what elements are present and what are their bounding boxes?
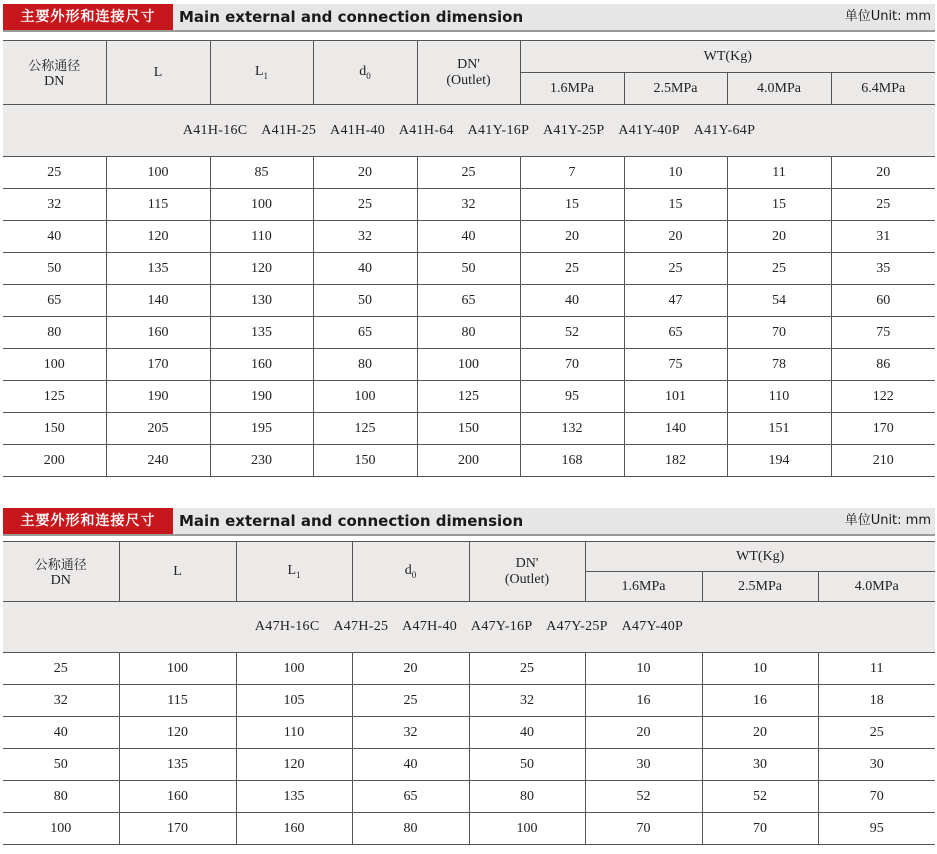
header-dn-outlet: DN' (Outlet) xyxy=(417,41,520,105)
table-cell: 20 xyxy=(313,157,417,189)
table-cell: 150 xyxy=(3,413,106,445)
dimension-section-1 xyxy=(3,4,935,477)
table-cell: 30 xyxy=(702,749,818,781)
table-cell: 31 xyxy=(831,221,935,253)
table-cell: 95 xyxy=(818,813,935,845)
table-row xyxy=(3,445,935,477)
table-cell: 32 xyxy=(352,717,469,749)
header-dn-cn: 公称通径 xyxy=(34,558,87,573)
model-code: A47H-40 xyxy=(402,619,458,634)
table-cell: 122 xyxy=(831,381,935,413)
header-wt: WT(Kg) xyxy=(520,41,935,73)
header-pressure: 6.4MPa xyxy=(831,73,935,105)
table-cell: 200 xyxy=(417,445,520,477)
model-code: A41Y-25P xyxy=(542,122,605,138)
table-cell: 130 xyxy=(210,285,313,317)
table-cell: 18 xyxy=(818,685,935,717)
table-cell: 182 xyxy=(624,445,727,477)
table-cell: 20 xyxy=(585,717,702,749)
table-cell: 160 xyxy=(119,781,236,813)
table-cell: 80 xyxy=(3,317,106,349)
table-cell: 20 xyxy=(831,157,935,189)
table-cell: 151 xyxy=(727,413,831,445)
table-cell: 75 xyxy=(831,317,935,349)
model-code: A47Y-16P xyxy=(470,619,533,634)
table-row xyxy=(3,221,935,253)
table-cell: 65 xyxy=(624,317,727,349)
table-row xyxy=(3,413,935,445)
model-code: A41H-16C xyxy=(182,122,248,138)
table-cell: 16 xyxy=(702,685,818,717)
table-cell: 170 xyxy=(119,813,236,845)
table-cell: 190 xyxy=(106,381,210,413)
header-wt: WT(Kg) xyxy=(585,542,935,572)
model-code: A47H-25 xyxy=(333,619,389,634)
table-cell: 30 xyxy=(818,749,935,781)
table-cell: 230 xyxy=(210,445,313,477)
table-cell: 168 xyxy=(520,445,624,477)
table-cell: 25 xyxy=(624,253,727,285)
table-cell: 160 xyxy=(210,349,313,381)
table-cell: 70 xyxy=(727,317,831,349)
table-cell: 100 xyxy=(3,813,119,845)
table-cell: 70 xyxy=(585,813,702,845)
model-code: A41Y-16P xyxy=(467,122,530,138)
model-list xyxy=(3,105,935,157)
header-d0: $d_0$ xyxy=(352,542,469,602)
section-title-bar xyxy=(3,4,935,32)
table-row xyxy=(3,813,935,845)
table-cell: 125 xyxy=(3,381,106,413)
table-row xyxy=(3,285,935,317)
table-cell: 25 xyxy=(520,253,624,285)
table-cell: 150 xyxy=(313,445,417,477)
table-cell: 52 xyxy=(520,317,624,349)
dimension-table-2 xyxy=(3,541,935,845)
table-row xyxy=(3,157,935,189)
table-cell: 170 xyxy=(831,413,935,445)
header-l: L xyxy=(106,41,210,105)
header-dn-outlet: DN' (Outlet) xyxy=(469,542,585,602)
table-cell: 60 xyxy=(831,285,935,317)
table-cell: 32 xyxy=(3,685,119,717)
section-title-en: Main external and connection dimension xyxy=(179,8,524,26)
model-code: A41Y-40P xyxy=(618,122,680,138)
table-cell: 10 xyxy=(585,653,702,685)
table-cell: 160 xyxy=(236,813,352,845)
table-cell: 65 xyxy=(352,781,469,813)
table-cell: 7 xyxy=(520,157,624,189)
table-cell: 195 xyxy=(210,413,313,445)
table-cell: 240 xyxy=(106,445,210,477)
header-l1: $L_1$ xyxy=(236,542,352,602)
table-cell: 140 xyxy=(624,413,727,445)
table-cell: 100 xyxy=(313,381,417,413)
table-cell: 11 xyxy=(818,653,935,685)
table-cell: 11 xyxy=(727,157,831,189)
table-row xyxy=(3,189,935,221)
table-cell: 120 xyxy=(236,749,352,781)
section-title-bar xyxy=(3,508,935,536)
table-cell: 50 xyxy=(3,253,106,285)
table-cell: 100 xyxy=(119,653,236,685)
table-row xyxy=(3,253,935,285)
header-dn xyxy=(3,542,119,602)
table-cell: 15 xyxy=(624,189,727,221)
table-cell: 110 xyxy=(727,381,831,413)
table-cell: 50 xyxy=(469,749,585,781)
header-pressure: 4.0MPa xyxy=(727,73,831,105)
table-cell: 40 xyxy=(3,221,106,253)
table-cell: 205 xyxy=(106,413,210,445)
model-code: A47H-16C xyxy=(254,619,320,634)
header-l: L xyxy=(119,542,236,602)
table-cell: 160 xyxy=(106,317,210,349)
model-code: A41H-25 xyxy=(261,122,317,138)
table-cell: 80 xyxy=(313,349,417,381)
table-cell: 80 xyxy=(469,781,585,813)
table-cell: 25 xyxy=(313,189,417,221)
table-row xyxy=(3,717,935,749)
table-cell: 100 xyxy=(210,189,313,221)
table-cell: 120 xyxy=(106,221,210,253)
model-list xyxy=(3,602,935,653)
table-cell: 100 xyxy=(469,813,585,845)
section-title-en: Main external and connection dimension xyxy=(179,512,524,530)
table-row xyxy=(3,685,935,717)
header-pressure: 1.6MPa xyxy=(520,73,624,105)
table-cell: 110 xyxy=(236,717,352,749)
table-cell: 210 xyxy=(831,445,935,477)
table-cell: 32 xyxy=(417,189,520,221)
table-cell: 65 xyxy=(3,285,106,317)
table-cell: 25 xyxy=(417,157,520,189)
model-code: A41Y-64P xyxy=(693,122,756,138)
table-cell: 20 xyxy=(702,717,818,749)
table-cell: 25 xyxy=(469,653,585,685)
table-cell: 25 xyxy=(352,685,469,717)
section-title-cn: 主要外形和连接尺寸 xyxy=(3,4,173,30)
table-cell: 101 xyxy=(624,381,727,413)
dimension-table-1 xyxy=(3,40,935,477)
section-title-cn: 主要外形和连接尺寸 xyxy=(3,508,173,534)
table-cell: 25 xyxy=(831,189,935,221)
table-cell: 32 xyxy=(313,221,417,253)
header-pressure: 1.6MPa xyxy=(585,572,702,602)
table-row xyxy=(3,653,935,685)
table-cell: 170 xyxy=(106,349,210,381)
table-cell: 65 xyxy=(417,285,520,317)
table-cell: 25 xyxy=(727,253,831,285)
table-cell: 135 xyxy=(236,781,352,813)
table-cell: 95 xyxy=(520,381,624,413)
model-code: A47Y-40P xyxy=(621,619,684,634)
header-dn-en: DN xyxy=(44,74,65,89)
unit-label: 单位Unit: mm xyxy=(844,513,931,528)
table-cell: 105 xyxy=(236,685,352,717)
table-cell: 80 xyxy=(352,813,469,845)
table-cell: 25 xyxy=(3,653,119,685)
table-cell: 80 xyxy=(417,317,520,349)
table-cell: 100 xyxy=(3,349,106,381)
header-pressure: 2.5MPa xyxy=(624,73,727,105)
header-dn xyxy=(3,41,106,105)
table-cell: 35 xyxy=(831,253,935,285)
table-cell: 150 xyxy=(417,413,520,445)
table-cell: 115 xyxy=(119,685,236,717)
model-code: A47Y-25P xyxy=(546,619,608,634)
table-row xyxy=(3,749,935,781)
header-dn-cn: 公称通径 xyxy=(28,59,81,74)
table-cell: 10 xyxy=(702,653,818,685)
table-cell: 40 xyxy=(3,717,119,749)
table-cell: 78 xyxy=(727,349,831,381)
table-cell: 40 xyxy=(417,221,520,253)
header-d0: $d_0$ xyxy=(313,41,417,105)
table-cell: 75 xyxy=(624,349,727,381)
dimension-section-2 xyxy=(3,508,935,845)
table-cell: 140 xyxy=(106,285,210,317)
table-cell: 54 xyxy=(727,285,831,317)
unit-label: 单位Unit: mm xyxy=(844,9,931,24)
table-row xyxy=(3,781,935,813)
table-cell: 16 xyxy=(585,685,702,717)
table-cell: 70 xyxy=(818,781,935,813)
table-cell: 50 xyxy=(313,285,417,317)
table-cell: 200 xyxy=(3,445,106,477)
table-cell: 120 xyxy=(119,717,236,749)
header-dn-en: DN xyxy=(50,573,71,588)
table-row xyxy=(3,381,935,413)
table-cell: 10 xyxy=(624,157,727,189)
table-cell: 80 xyxy=(3,781,119,813)
table-cell: 65 xyxy=(313,317,417,349)
table-cell: 40 xyxy=(469,717,585,749)
table-cell: 132 xyxy=(520,413,624,445)
table-row xyxy=(3,317,935,349)
model-code: A41H-64 xyxy=(398,122,454,138)
table-cell: 52 xyxy=(702,781,818,813)
table-cell: 50 xyxy=(3,749,119,781)
table-cell: 70 xyxy=(520,349,624,381)
table-cell: 52 xyxy=(585,781,702,813)
table-cell: 15 xyxy=(727,189,831,221)
table-cell: 20 xyxy=(520,221,624,253)
table-cell: 100 xyxy=(236,653,352,685)
table-cell: 20 xyxy=(352,653,469,685)
table-cell: 120 xyxy=(210,253,313,285)
header-pressure: 4.0MPa xyxy=(818,572,935,602)
table-cell: 25 xyxy=(3,157,106,189)
table-cell: 110 xyxy=(210,221,313,253)
table-cell: 20 xyxy=(624,221,727,253)
header-l1: $L_1$ xyxy=(210,41,313,105)
table-cell: 32 xyxy=(3,189,106,221)
table-cell: 115 xyxy=(106,189,210,221)
table-cell: 135 xyxy=(210,317,313,349)
table-row xyxy=(3,349,935,381)
table-cell: 135 xyxy=(106,253,210,285)
table-cell: 40 xyxy=(313,253,417,285)
table-cell: 135 xyxy=(119,749,236,781)
header-pressure: 2.5MPa xyxy=(702,572,818,602)
table-cell: 70 xyxy=(702,813,818,845)
table-cell: 20 xyxy=(727,221,831,253)
table-cell: 47 xyxy=(624,285,727,317)
table-cell: 100 xyxy=(106,157,210,189)
table-cell: 190 xyxy=(210,381,313,413)
table-cell: 125 xyxy=(417,381,520,413)
table-cell: 25 xyxy=(818,717,935,749)
table-cell: 32 xyxy=(469,685,585,717)
model-code: A41H-40 xyxy=(330,122,386,138)
table-cell: 194 xyxy=(727,445,831,477)
table-cell: 30 xyxy=(585,749,702,781)
table-cell: 40 xyxy=(520,285,624,317)
table-cell: 15 xyxy=(520,189,624,221)
table-cell: 40 xyxy=(352,749,469,781)
table-cell: 125 xyxy=(313,413,417,445)
table-cell: 86 xyxy=(831,349,935,381)
table-cell: 85 xyxy=(210,157,313,189)
table-cell: 100 xyxy=(417,349,520,381)
table-cell: 50 xyxy=(417,253,520,285)
